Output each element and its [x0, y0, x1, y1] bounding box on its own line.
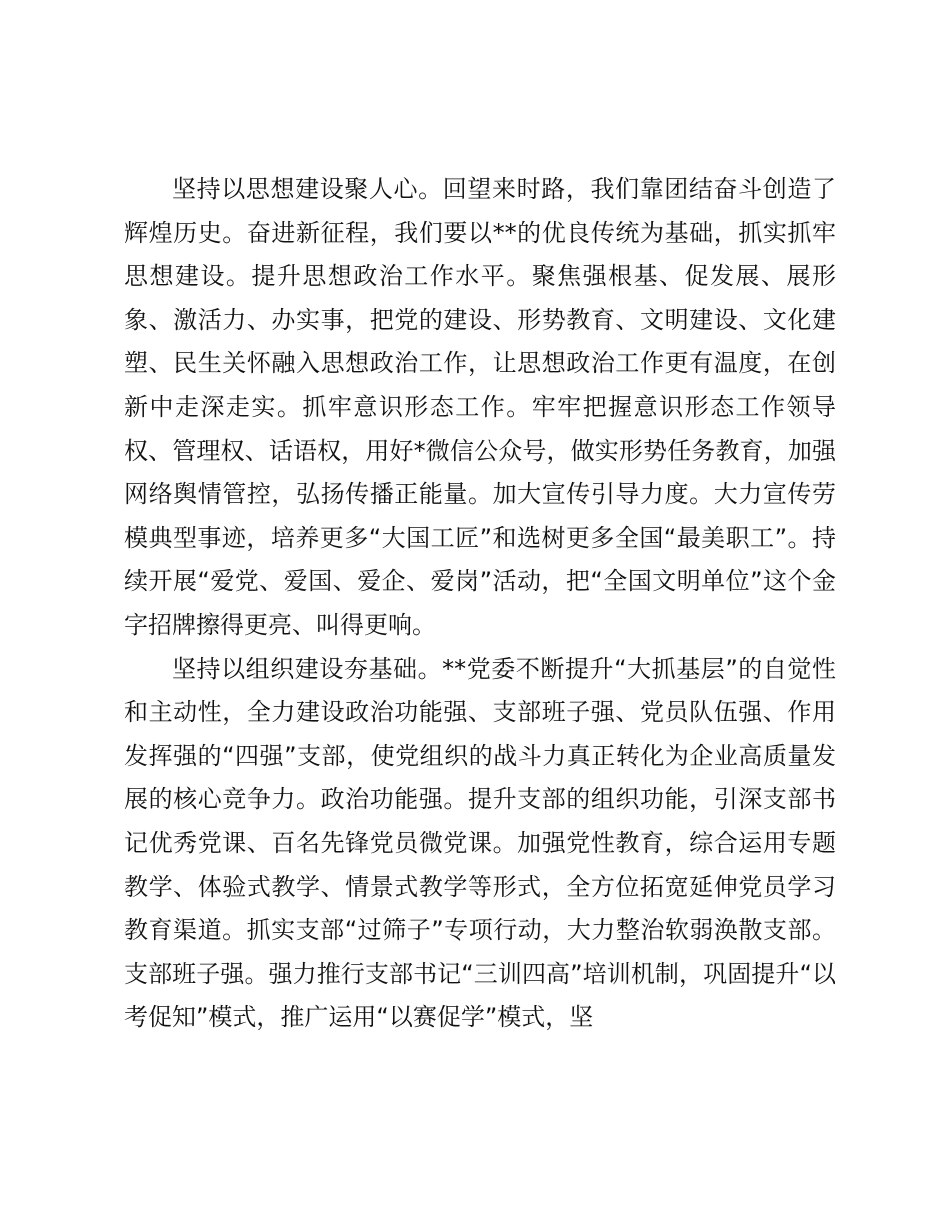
- document-body: [124, 168, 836, 1040]
- paragraph-organization: 坚持以组织建设夯基础。**党委不断提升“大抓基层”的自觉性和主动性，全力建设政治功能强、支部班子强、党员队伍强、作用发挥强的“四强”支部，使党组织的战斗力真正转化为企业高质量发展的核心竞争力。政治功能强。提升支部的组织功能，引深支部书记优秀党课、百名先锋党员微党课。加强党性教育，综合运用专题教学、体验式教学、情景式教学等形式，全方位拓宽延伸党员学习教育渠道。抓实支部“过筛子”专项行动，大力整治软弱涣散支部。支部班子强。强力推行支部书记“三训四高”培训机制，巩固提升“以考促知”模式，推广运用“以赛促学”模式，坚: [124, 654, 836, 1032]
- paragraph-ideology: 坚持以思想建设聚人心。回望来时路，我们靠团结奋斗创造了辉煌历史。奋进新征程，我们要以**的优良传统为基础，抓实抓牢思想建设。提升思想政治工作水平。聚焦强根基、促发展、展形象、激活力、办实事，把党的建设、形势教育、文明建设、文化建塑、民生关怀融入思想政治工作，让思想政治工作更有温度，在创新中走深走实。抓牢意识形态工作。牢牢把握意识形态工作领导权、管理权、话语权，用好*微信公众号，做实形势任务教育，加强网络舆情管控，弘扬传播正能量。加大宣传引导力度。大力宣传劳模典型事迹，培养更多“大国工匠”和选树更多全国“最美职工”。持续开展“爱党、爱国、爱企、爱岗”活动，把“全国文明单位”这个金字招牌擦得更亮、叫得更响。: [124, 175, 836, 639]
